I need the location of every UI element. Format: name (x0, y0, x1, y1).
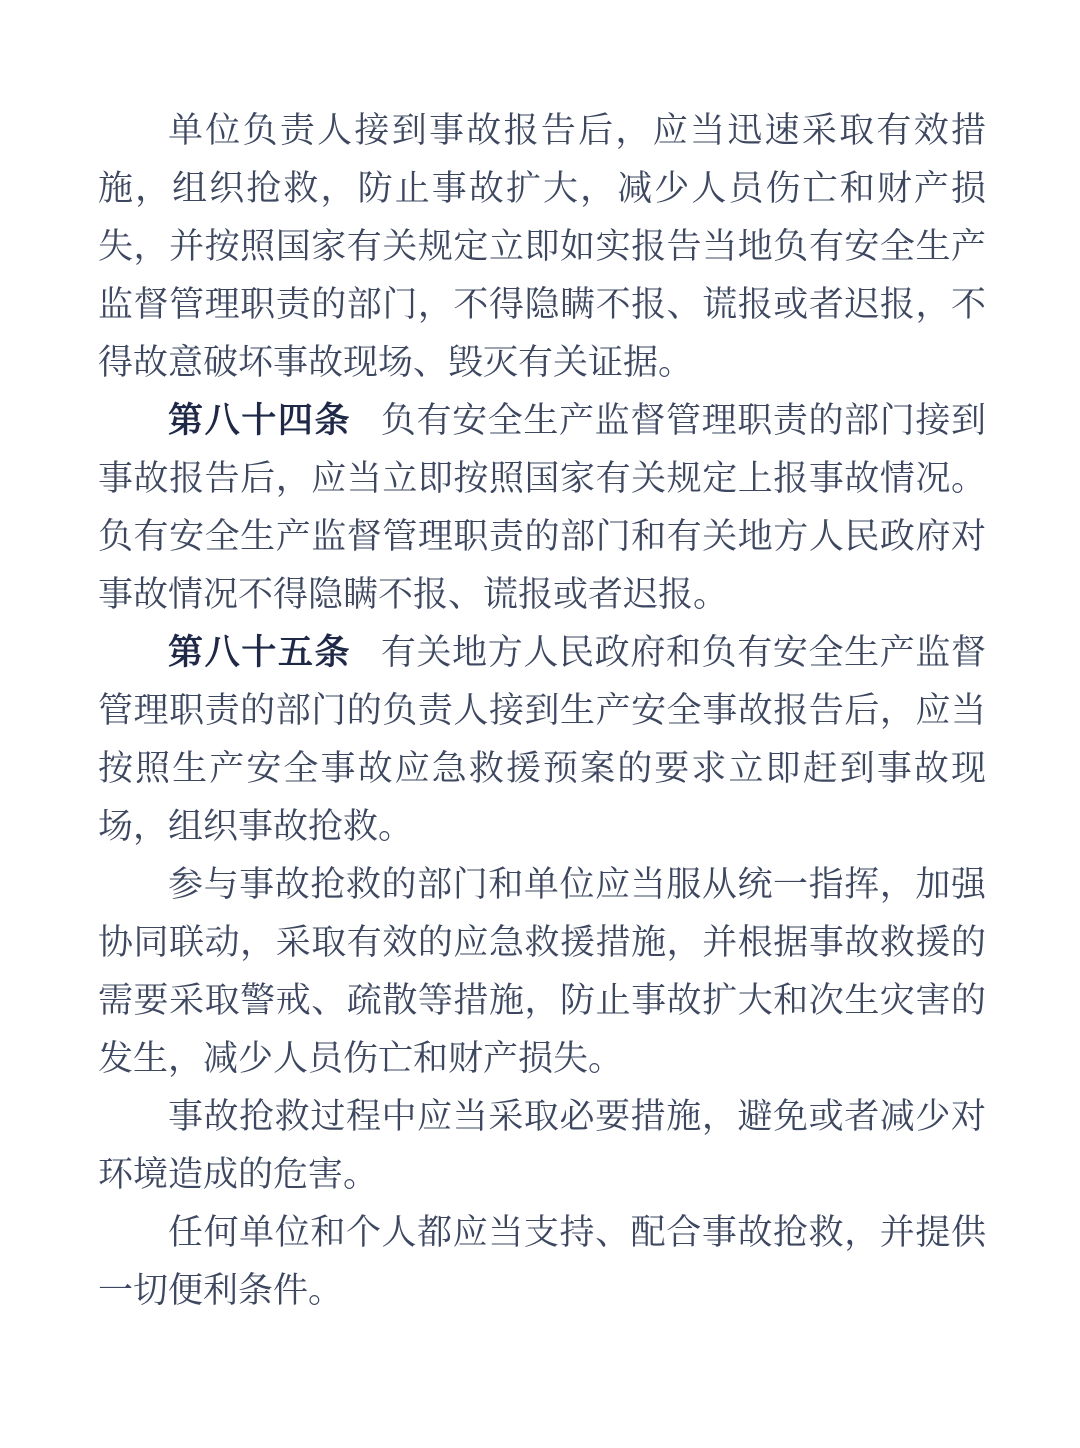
document-body (98, 102, 986, 1320)
article-number: 第八十四条 (168, 401, 352, 440)
paragraph-text: 有关地方人民政府和负有安全生产监督管理职责的部门的负责人接到生产安全事故报告后，应当按照生产安全事故应急救援预案的要求立即赶到事故现场，组织事故抢救。 (98, 633, 986, 846)
body-paragraph: 参与事故抢救的部门和单位应当服从统一指挥，加强协同联动，采取有效的应急救援措施，并根据事故救援的需要采取警戒、疏散等措施，防止事故扩大和次生灾害的发生，减少人员伤亡和财产损失。 (98, 865, 986, 1078)
article-paragraph (98, 624, 986, 856)
body-paragraph: 单位负责人接到事故报告后，应当迅速采取有效措施，组织抢救，防止事故扩大，减少人员伤亡和财产损失，并按照国家有关规定立即如实报告当地负有安全生产监督管理职责的部门，不得隐瞒不报、谎报或者迟报，不得故意破坏事故现场、毁灭有关证据。 (98, 111, 986, 382)
body-paragraph: 事故抢救过程中应当采取必要措施，避免或者减少对环境造成的危害。 (98, 1097, 986, 1194)
paragraph-text: 负有安全生产监督管理职责的部门接到事故报告后，应当立即按照国家有关规定上报事故情况。负有安全生产监督管理职责的部门和有关地方人民政府对事故情况不得隐瞒不报、谎报或者迟报。 (98, 401, 986, 614)
body-paragraph: 任何单位和个人都应当支持、配合事故抢救，并提供一切便利条件。 (98, 1213, 986, 1310)
article-number: 第八十五条 (168, 633, 352, 672)
article-paragraph (98, 392, 986, 624)
